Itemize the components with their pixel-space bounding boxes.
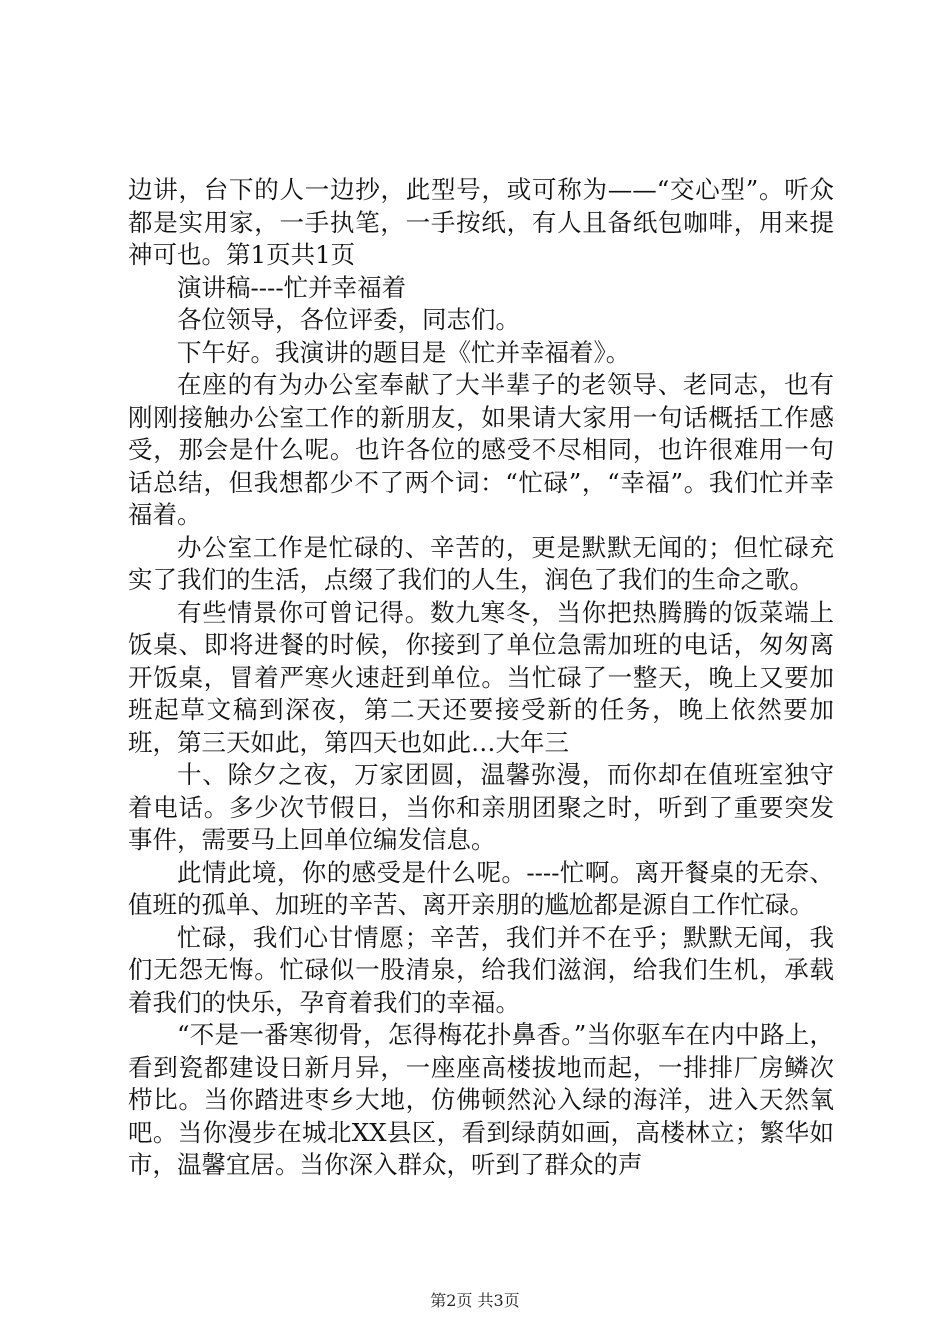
page-footer: 第2页 共3页 xyxy=(430,1291,520,1310)
salutation: 各位领导，各位评委，同志们。 xyxy=(177,305,520,334)
paragraph: 十、除夕之夜，万家团圆，温馨弥漫，而你却在值班室独守着电话。多少次节假日，当你和亲朋团聚之时，听到了重要突发事件，需要马上回单位编发信息。 xyxy=(128,760,834,854)
paragraph: 此情此境，你的感受是什么呢。----忙啊。离开餐桌的无奈、值班的孤单、加班的辛苦、离开亲朋的尴尬都是源自工作忙碌。 xyxy=(128,857,834,919)
paragraph: “不是一番寒彻骨，怎得梅花扑鼻香。”当你驱车在内中路上，看到瓷都建设日新月异，一座座高楼拔地而起，一排排厂房鳞次栉比。当你踏进枣乡大地，仿佛顿然沁入绿的海洋，进入天然氧吧。当你漫步在城北XX县区，看到绿荫如画，高楼林立；繁华如市，温馨宜居。当你深入群众，听到了群众的声 xyxy=(128,1020,834,1179)
document-body xyxy=(128,174,834,1182)
paragraph: 办公室工作是忙碌的、辛苦的，更是默默无闻的；但忙碌充实了我们的生活，点缀了我们的人生，润色了我们的生命之歌。 xyxy=(128,532,834,594)
paragraph: 下午好。我演讲的题目是《忙并幸福着》。 xyxy=(177,337,631,367)
paragraph: 有些情景你可曾记得。数九寒冬，当你把热腾腾的饭菜端上饭桌、即将进餐的时候，你接到了单位急需加班的电话，匆匆离开饭桌，冒着严寒火速赶到单位。当忙碌了一整天，晚上又要加班起草文稿到深夜，第二天还要接受新的任务，晚上依然要加班，第三天如此，第四天也如此…大年三 xyxy=(128,597,834,757)
speech-title: 演讲稿----忙并幸福着 xyxy=(177,272,407,302)
paragraph: 忙碌，我们心甘情愿；辛苦，我们并不在乎；默默无闻，我们无怨无悔。忙碌似一股清泉，给我们滋润，给我们生机，承载着我们的快乐，孕育着我们的幸福。 xyxy=(128,922,834,1017)
paragraph: 边讲，台下的人一边抄，此型号，或可称为——“交心型”。听众都是实用家，一手执笔，一手按纸，有人且备纸包咖啡，用来提神可也。第1页共1页 xyxy=(128,175,834,269)
paragraph: 在座的有为办公室奉献了大半辈子的老领导、老同志，也有刚刚接触办公室工作的新朋友，如果请大家用一句话概括工作感受，那会是什么呢。也许各位的感受不尽相同，也许很难用一句话总结，但我想都少不了两个词：“忙碌”，“幸福”。我们忙并幸福着。 xyxy=(128,370,834,529)
